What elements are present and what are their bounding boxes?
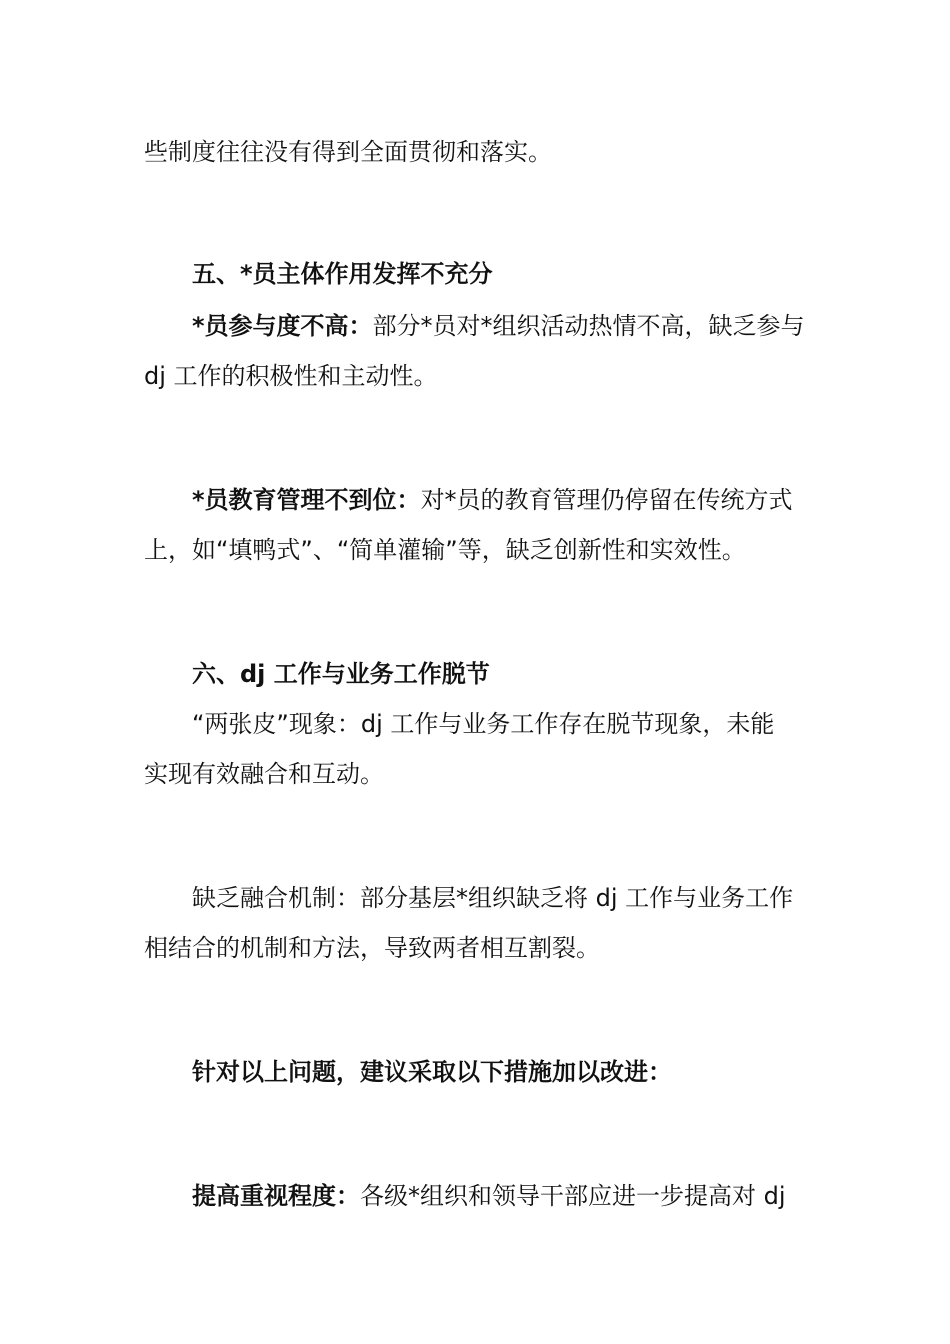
section-heading: 针对以上问题，建议采取以下措施加以改进： (192, 1058, 672, 1086)
section-heading: 五、*员主体作用发挥不充分 (192, 260, 493, 288)
paragraph-line (192, 310, 805, 342)
paragraph-lead: 提高重视程度： (192, 1182, 360, 1210)
paragraph-line: 上，如“填鸭式”、“简单灌输”等，缺乏创新性和实效性。 (144, 536, 746, 564)
paragraph-line: 缺乏融合机制：部分基层*组织缺乏将 dj 工作与业务工作 (192, 884, 794, 912)
paragraph-lead: *员教育管理不到位： (192, 486, 421, 514)
paragraph-text: 对*员的教育管理仍停留在传统方式 (420, 486, 793, 514)
section-heading: 六、dj 工作与业务工作脱节 (192, 660, 490, 688)
paragraph-line: 相结合的机制和方法，导致两者相互割裂。 (144, 934, 600, 962)
paragraph-line (192, 1180, 786, 1212)
paragraph-text: 部分*员对*组织活动热情不高，缺乏参与 (372, 312, 805, 340)
paragraph-line: 实现有效融合和互动。 (144, 760, 384, 788)
paragraph-lead: *员参与度不高： (192, 312, 373, 340)
paragraph-line: dj 工作的积极性和主动性。 (144, 362, 438, 390)
paragraph-text: 各级*组织和领导干部应进一步提高对 dj (360, 1182, 786, 1210)
paragraph-line (192, 484, 793, 516)
paragraph-line: “两张皮”现象：dj 工作与业务工作存在脱节现象，未能 (192, 710, 775, 738)
paragraph-line: 些制度往往没有得到全面贯彻和落实。 (144, 138, 552, 166)
